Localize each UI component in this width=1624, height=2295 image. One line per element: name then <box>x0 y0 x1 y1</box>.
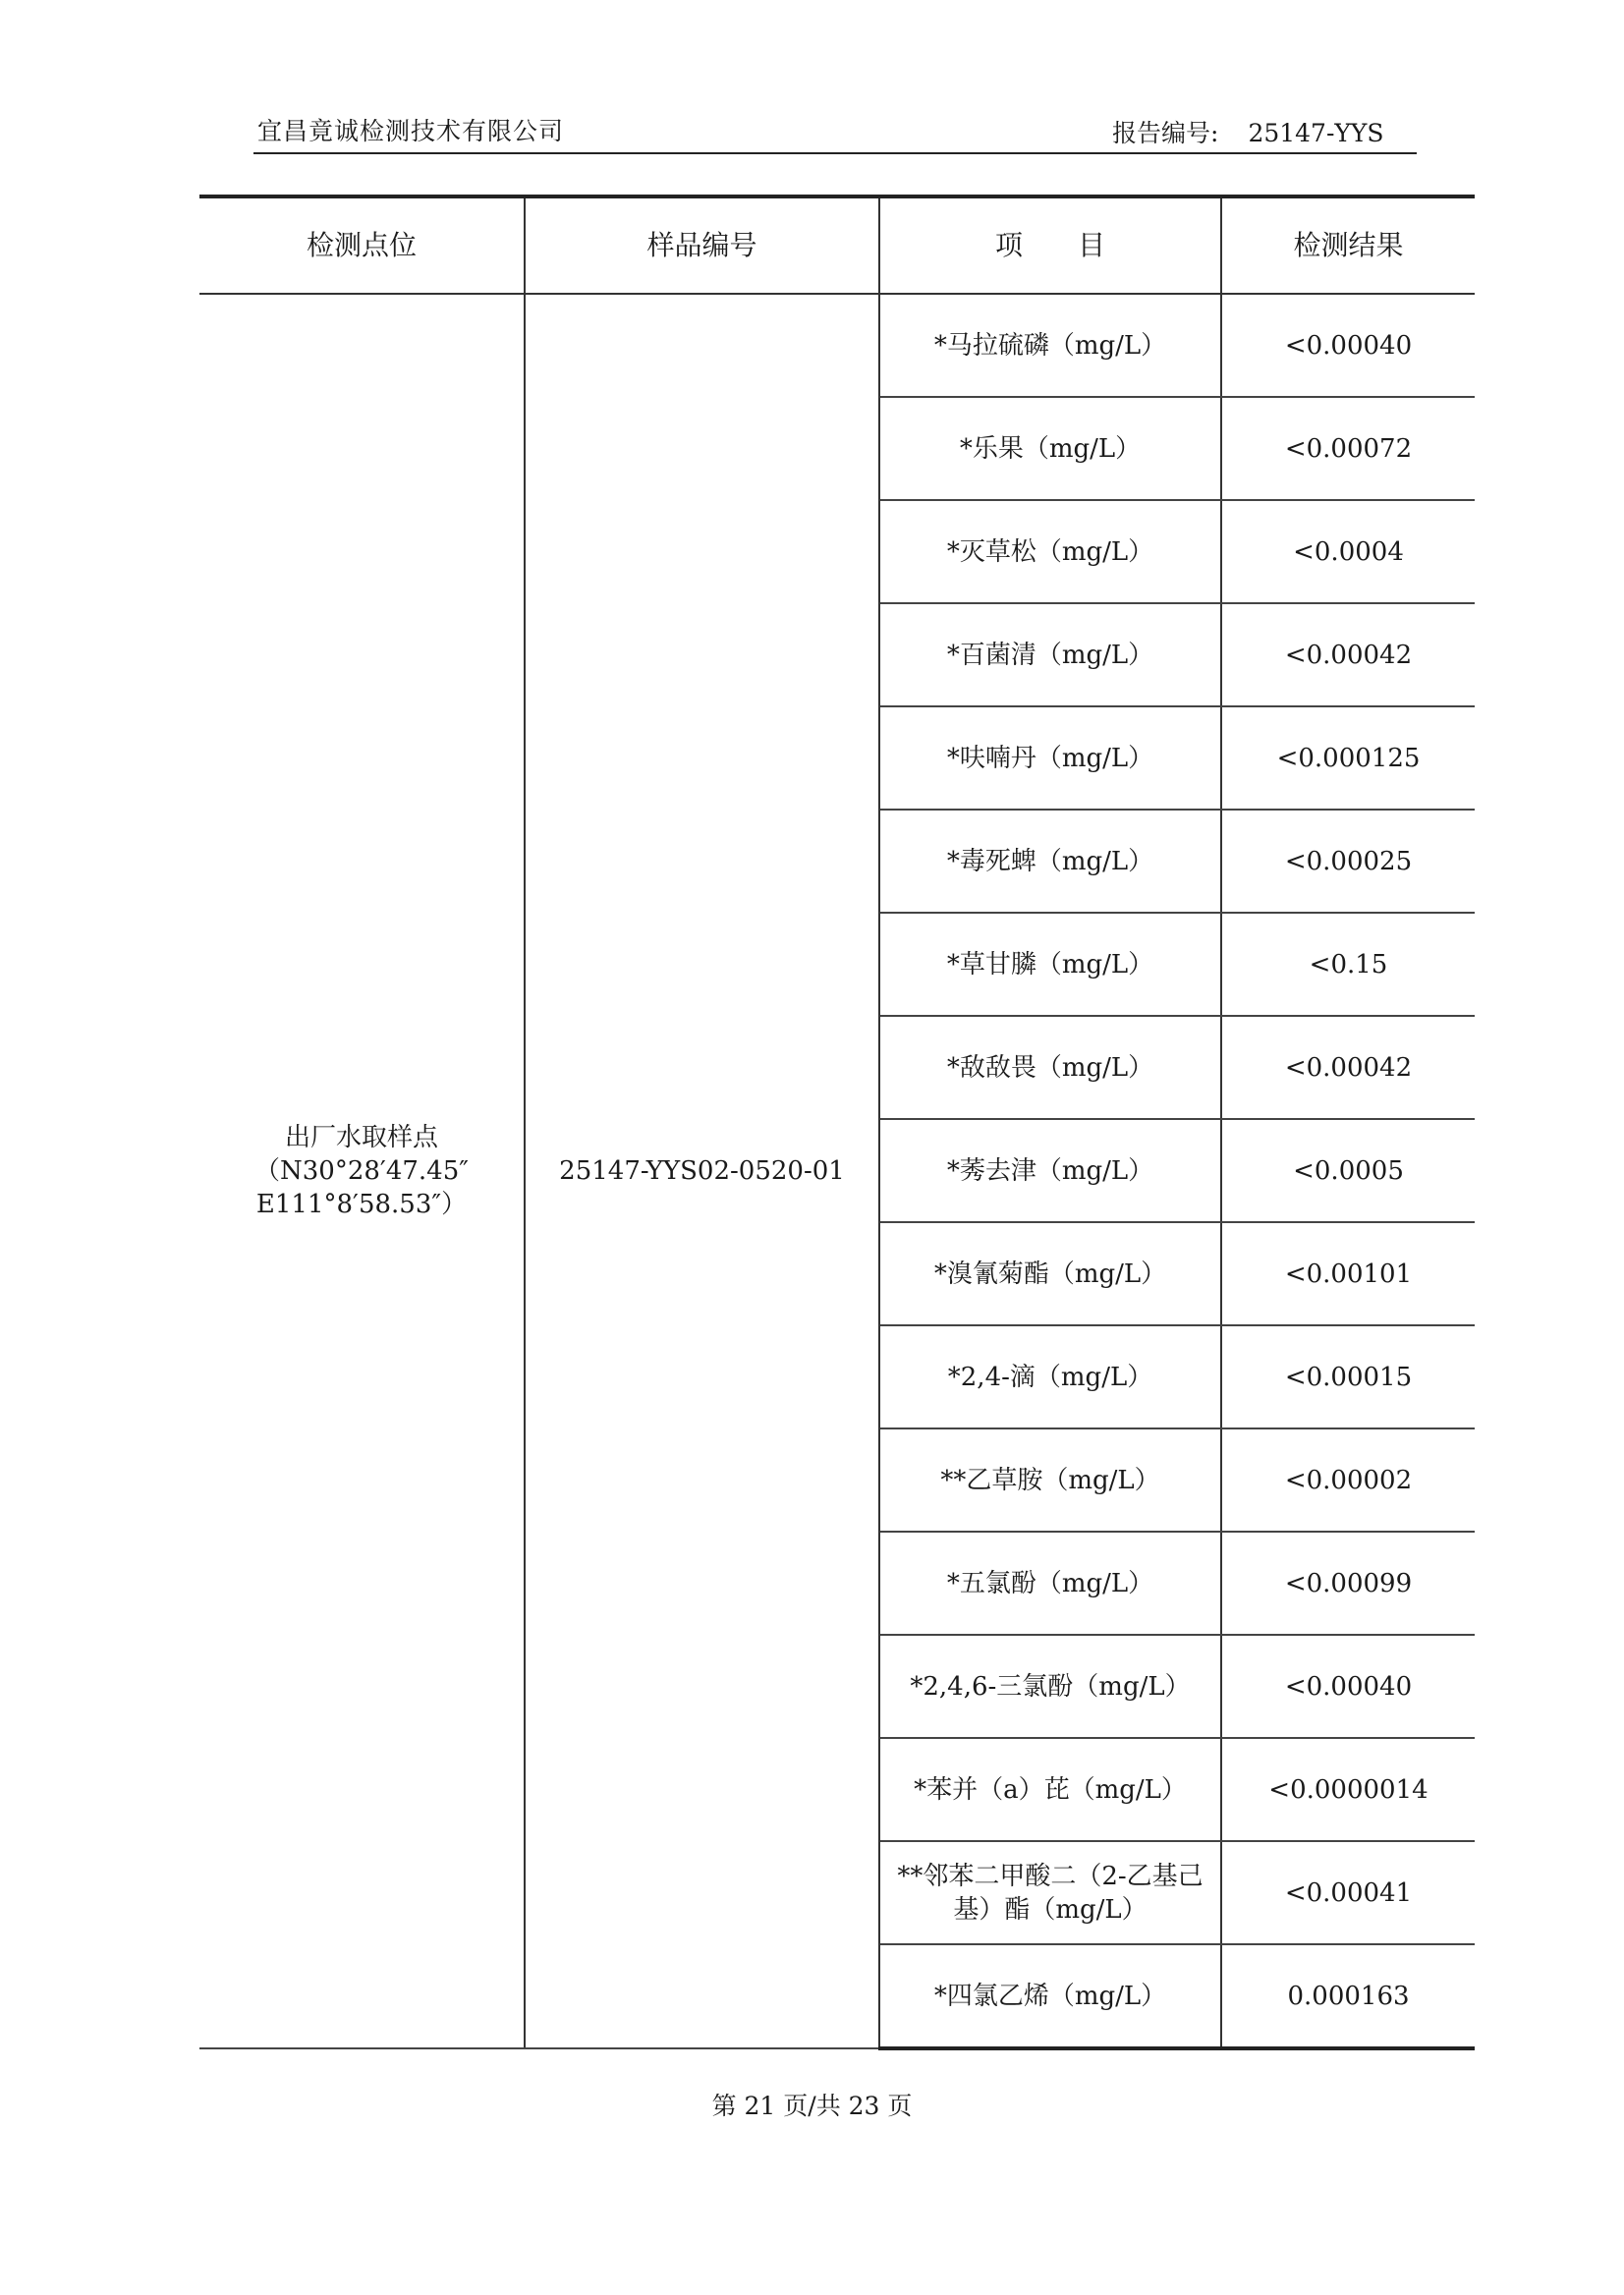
item-cell: *莠去津（mg/L） <box>879 1119 1221 1222</box>
item-cell: *2,4-滴（mg/L） <box>879 1325 1221 1428</box>
item-cell: **邻苯二甲酸二（2-乙基己基）酯（mg/L） <box>879 1841 1221 1944</box>
item-cell: *敌敌畏（mg/L） <box>879 1016 1221 1119</box>
sample-id-cell: 25147-YYS02-0520-01 <box>525 294 879 2048</box>
table-row <box>199 294 1475 397</box>
item-cell: *灭草松（mg/L） <box>879 500 1221 603</box>
result-cell: <0.00099 <box>1221 1532 1475 1635</box>
location-line: 出厂水取样点 <box>284 1123 438 1152</box>
location-cell <box>199 294 525 2048</box>
item-cell: *呋喃丹（mg/L） <box>879 706 1221 810</box>
item-cell: *乐果（mg/L） <box>879 397 1221 500</box>
col-header-location: 检测点位 <box>199 196 525 294</box>
result-cell: <0.000125 <box>1221 706 1475 810</box>
result-cell: <0.0004 <box>1221 500 1475 603</box>
table-body <box>199 294 1475 2048</box>
result-cell: <0.00042 <box>1221 1016 1475 1119</box>
header-rule <box>253 152 1417 154</box>
item-cell: *毒死蜱（mg/L） <box>879 810 1221 913</box>
result-cell: <0.00101 <box>1221 1222 1475 1325</box>
item-cell: *四氯乙烯（mg/L） <box>879 1944 1221 2048</box>
result-cell: <0.00002 <box>1221 1428 1475 1532</box>
item-cell: *百菌清（mg/L） <box>879 603 1221 706</box>
company-name: 宜昌竟诚检测技术有限公司 <box>257 117 565 145</box>
report-number-value: 25147-YYS <box>1248 119 1384 147</box>
item-cell: *五氯酚（mg/L） <box>879 1532 1221 1635</box>
result-cell: <0.00040 <box>1221 294 1475 397</box>
result-cell: <0.0005 <box>1221 1119 1475 1222</box>
result-cell: <0.00025 <box>1221 810 1475 913</box>
result-cell: <0.00041 <box>1221 1841 1475 1944</box>
col-header-item: 项 目 <box>879 196 1221 294</box>
location-line: （N30°28′47.45″ <box>254 1156 469 1186</box>
item-cell: *苯并（a）芘（mg/L） <box>879 1738 1221 1841</box>
page-number: 第 21 页/共 23 页 <box>711 2092 913 2120</box>
location-line: E111°8′58.53″） <box>255 1190 468 1219</box>
col-header-sample-id: 样品编号 <box>525 196 879 294</box>
report-number <box>1112 114 1384 149</box>
result-cell: <0.0000014 <box>1221 1738 1475 1841</box>
results-table <box>199 195 1475 2050</box>
item-cell: *溴氰菊酯（mg/L） <box>879 1222 1221 1325</box>
report-number-label: 报告编号: <box>1112 119 1219 147</box>
result-cell: <0.00072 <box>1221 397 1475 500</box>
result-cell: <0.00040 <box>1221 1635 1475 1738</box>
item-cell: **乙草胺（mg/L） <box>879 1428 1221 1532</box>
item-cell: *2,4,6-三氯酚（mg/L） <box>879 1635 1221 1738</box>
item-cell: *马拉硫磷（mg/L） <box>879 294 1221 397</box>
item-cell: *草甘膦（mg/L） <box>879 913 1221 1016</box>
result-cell: <0.15 <box>1221 913 1475 1016</box>
col-header-result: 检测结果 <box>1221 196 1475 294</box>
result-cell: <0.00015 <box>1221 1325 1475 1428</box>
result-cell: 0.000163 <box>1221 1944 1475 2048</box>
table-header-row <box>199 196 1475 294</box>
result-cell: <0.00042 <box>1221 603 1475 706</box>
